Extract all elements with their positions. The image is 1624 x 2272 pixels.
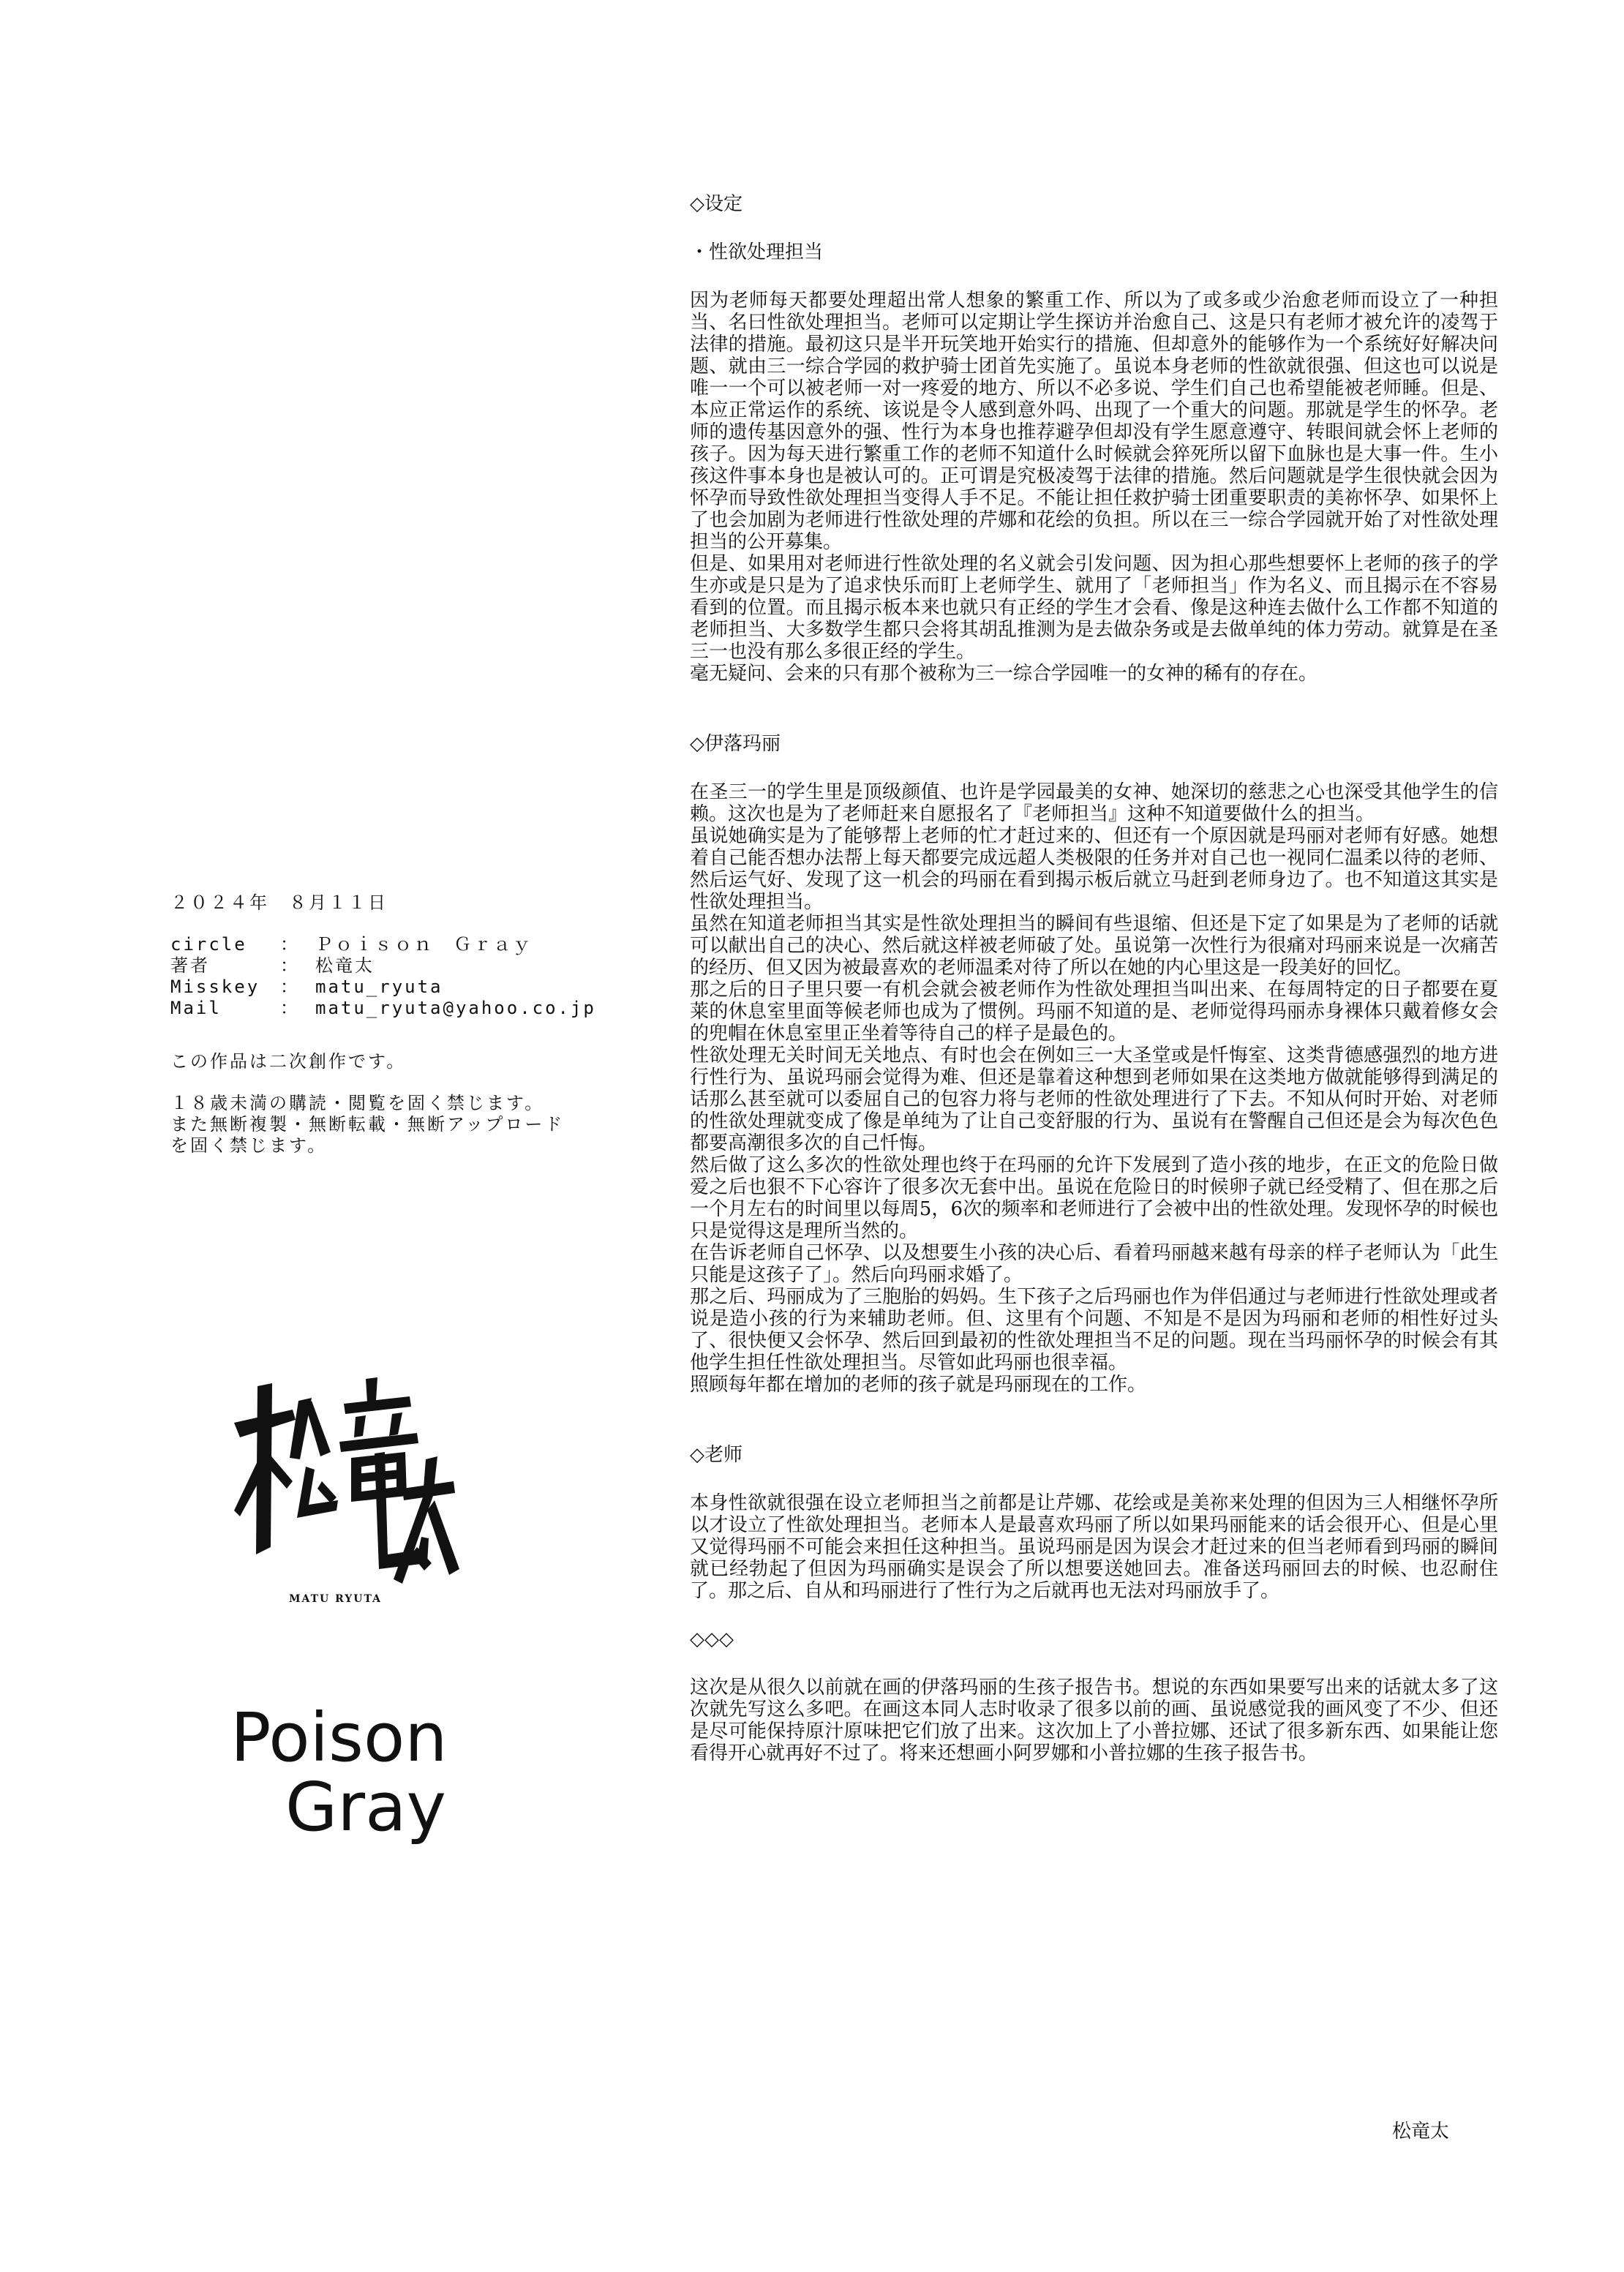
- setting-paragraph: 因为老师每天都要处理超出常人想象的繁重工作、所以为了或多或少治愈老师而设立了一种担当、名曰性欲处理担当。老师可以定期让学生探访并治愈自己、这是只有老师才被允许的凌驾于法律的措施。最初这只是半开玩笑地开始实行的措施、但却意外的能够作为一个系统好好解决问题、就由三一综合学园的救护骑士团首先实施了。虽说本身老师的性欲就很强、但这也可以说是唯一一个可以被老师一对一疼爱的地方、所以不必多说、学生们自己也希望能被老师睡。但是、本应正常运作的系统、该说是令人感到意外吗、出现了一个重大的问题。那就是学生的怀孕。老师的遗传基因意外的强、性行为本身也推荐避孕但却没有学生愿意遵守、转眼间就会怀上老师的孩子。因为每天进行繁重工作的老师不知道什么时候就会猝死所以留下血脉也是大事一件。生小孩这件事本身也是被认可的。正可谓是究极凌驾于法律的措施。然后问题就是学生很快就会因为怀孕而导致性欲处理担当变得人手不足。不能让担任救护骑士团重要职责的美祢怀孕、如果怀上了也会加剧为老师进行性欲处理的芹娜和花绘的负担。所以在三一综合学园就开始了对性欲处理担当的公开募集。: [690, 290, 1498, 553]
- mari-paragraph: 性欲处理无关时间无关地点、有时也会在例如三一大圣堂或是忏悔室、这类背德感强烈的地方进行性行为、虽说玛丽会觉得为难、但还是靠着这种想到老师如果在这类地方做就能够得到满足的话那么甚至就可以委屈自己的包容力将与老师的性欲处理进行了下去。不知从何时开始、对老师的性欲处理就变成了像是单纯为了让自己变舒服的行为、虽说有在警醒自己但还是会为每次色色都要高潮很多次的自己忏悔。: [690, 1045, 1498, 1154]
- mari-paragraph: 虽说她确实是为了能够帮上老师的忙才赶过来的、但还有一个原因就是玛丽对老师有好感。她想着自己能否想办法帮上每天都要完成远超人类极限的任务并对自己也一视同仁温柔以待的老师、然后运气好、发现了这一机会的玛丽在看到揭示板后就立马赶到老师身边了。也不知道这其实是性欲处理担当。: [690, 825, 1498, 913]
- colophon-value: Ｐｏｉｓｏｎ Ｇｒａｙ: [315, 934, 533, 955]
- mari-paragraph: 然后做了这么多次的性欲处理也终于在玛丽的允许下发展到了造小孩的地步，在正文的危险日做爱之后也狠不下心容许了很多次无套中出。虽说在危险日的时候卵子就已经受精了、但在那之后一个月左右的时间里以每周5，6次的频率和老师进行了会被中出的性欲处理。发现怀孕的时候也只是觉得这是理所当然的。: [690, 1154, 1498, 1242]
- setting-subheading: ・性欲处理担当: [690, 241, 824, 263]
- colophon: [170, 892, 639, 1156]
- afterword-paragraph: 这次是从很久以前就在画的伊落玛丽的生孩子报告书。想说的东西如果要写出来的话就太多了这次就先写这么多吧。在画这本同人志时收录了很多以前的画、虽说感觉我的画风变了不少、但还是尽可能保持原汁原味把它们放了出来。这次加上了小普拉娜、还试了很多新东西、如果能让您看得开心就再好不过了。将来还想画小阿罗娜和小普拉娜的生孩子报告书。: [690, 1677, 1498, 1764]
- colophon-row-mail: [170, 998, 596, 1019]
- age-warning: [170, 1093, 639, 1156]
- mari-paragraph: 虽然在知道老师担当其实是性欲处理担当的瞬间有些退缩、但还是下定了如果是为了老师的话就可以献出自己的决心、然后就这样被老师破了处。虽说第一次性行为很痛对玛丽来说是一次痛苦的经历、但又因为被最喜欢的老师温柔对待了所以在她的内心里这是一段美好的回忆。: [690, 913, 1498, 979]
- mari-paragraph: 那之后的日子里只要一有机会就会被老师作为性欲处理担当叫出来、在每周特定的日子都要在夏莱的休息室里面等候老师也成为了惯例。玛丽不知道的是、老师觉得玛丽赤身裸体只戴着修女会的兜帽在休息室里正坐着等待自己的样子是最色的。: [690, 979, 1498, 1045]
- colophon-sep: ：: [280, 955, 300, 976]
- colophon-key: Mail: [170, 998, 222, 1018]
- setting-paragraph: 毫无疑问、会来的只有那个被称为三一综合学园唯一的女神的稀有的存在。: [690, 663, 1318, 685]
- colophon-value: matu_ryuta: [315, 977, 443, 997]
- mari-heading: ◇伊落玛丽: [690, 733, 781, 755]
- teacher-heading: ◇老师: [690, 1444, 743, 1466]
- colophon-sep: ：: [280, 998, 300, 1018]
- teacher-paragraph: 本身性欲就很强在设立老师担当之前都是让芹娜、花绘或是美祢来处理的但因为三人相继怀孕所以才设立了性欲处理担当。老师本人是最喜欢玛丽了所以如果玛丽能来的话会很开心、但是心里又觉得玛丽不可能会来担任这种担当。虽说玛丽是因为误会才赶过来的但当老师看到玛丽的瞬间就已经勃起了但因为玛丽确实是误会了所以想要送她回去。准备送玛丽回去的时候、也忍耐住了。那之后、自从和玛丽进行了性行为之后就再也无法对玛丽放手了。: [690, 1492, 1498, 1602]
- colophon-value: 松竜太: [315, 955, 375, 976]
- colophon-row-misskey: [170, 977, 596, 998]
- colophon-key: Misskey: [170, 977, 260, 997]
- mari-paragraph: 照顾每年都在增加的老师的孩子就是玛丽现在的工作。: [690, 1374, 1147, 1396]
- logo-caption: MATU RYUTA: [289, 1593, 383, 1605]
- colophon-row-circle: [170, 934, 596, 955]
- colophon-row-author: [170, 955, 596, 977]
- logo-brush-strokes: [234, 1377, 459, 1584]
- article: [690, 193, 1498, 1764]
- colophon-table: [170, 934, 596, 1019]
- age-warning-line: また無断複製・無断転載・無断アップロード: [170, 1114, 565, 1135]
- author-logo: [219, 1372, 461, 1591]
- signature: 松竜太: [1392, 2121, 1450, 2143]
- colophon-sep: ：: [280, 977, 300, 997]
- setting-heading: ◇设定: [690, 193, 743, 215]
- mari-paragraph: 在圣三一的学生里是顶级颜值、也许是学园最美的女神、她深切的慈悲之心也深受其他学生的信赖。这次也是为了老师赶来自愿报名了『老师担当』这种不知道要做什么的担当。: [690, 781, 1498, 825]
- circle-name-line2: Gray: [285, 1768, 446, 1846]
- colophon-value: matu_ryuta@yahoo.co.jp: [315, 998, 596, 1018]
- colophon-sep: ：: [280, 934, 300, 955]
- colophon-key: circle: [170, 934, 247, 955]
- derivative-note: この作品は二次創作です。: [170, 1051, 407, 1072]
- age-warning-line: を固く禁じます。: [170, 1135, 328, 1156]
- colophon-date: ２０２４年 ８月１１日: [170, 892, 388, 913]
- age-warning-line: １８歳未満の購読・閲覧を固く禁じます。: [170, 1093, 545, 1113]
- mari-paragraph: 在告诉老师自己怀孕、以及想要生小孩的决心后、看着玛丽越来越有母亲的样子老师认为「此生只能是这孩子了」。然后向玛丽求婚了。: [690, 1242, 1498, 1286]
- section-divider: ◇◇◇: [690, 1628, 734, 1650]
- colophon-key: 著者: [170, 955, 210, 976]
- mari-paragraph: 那之后、玛丽成为了三胞胎的妈妈。生下孩子之后玛丽也作为伴侣通过与老师进行性欲处理或者说是造小孩的行为来辅助老师。但、这里有个问题、不知是不是因为玛丽和老师的相性好过头了、很快便又会怀孕、然后回到最初的性欲处理担当不足的问题。现在当玛丽怀孕的时候会有其他学生担任性欲处理担当。尽管如此玛丽也很幸福。: [690, 1286, 1498, 1374]
- setting-paragraph: 但是、如果用对老师进行性欲处理的名义就会引发问题、因为担心那些想要怀上老师的孩子的学生亦或是只是为了追求快乐而盯上老师学生、就用了「老师担当」作为名义、而且揭示在不容易看到的位置。而且揭示板本来也就只有正经的学生才会看、像是这种连去做什么工作都不知道的老师担当、大多数学生都只会将其胡乱推测为是去做杂务或是去做单纯的体力劳动。就算是在圣三一也没有那么多很正经的学生。: [690, 553, 1498, 663]
- circle-name-line1: Poison: [230, 1699, 448, 1777]
